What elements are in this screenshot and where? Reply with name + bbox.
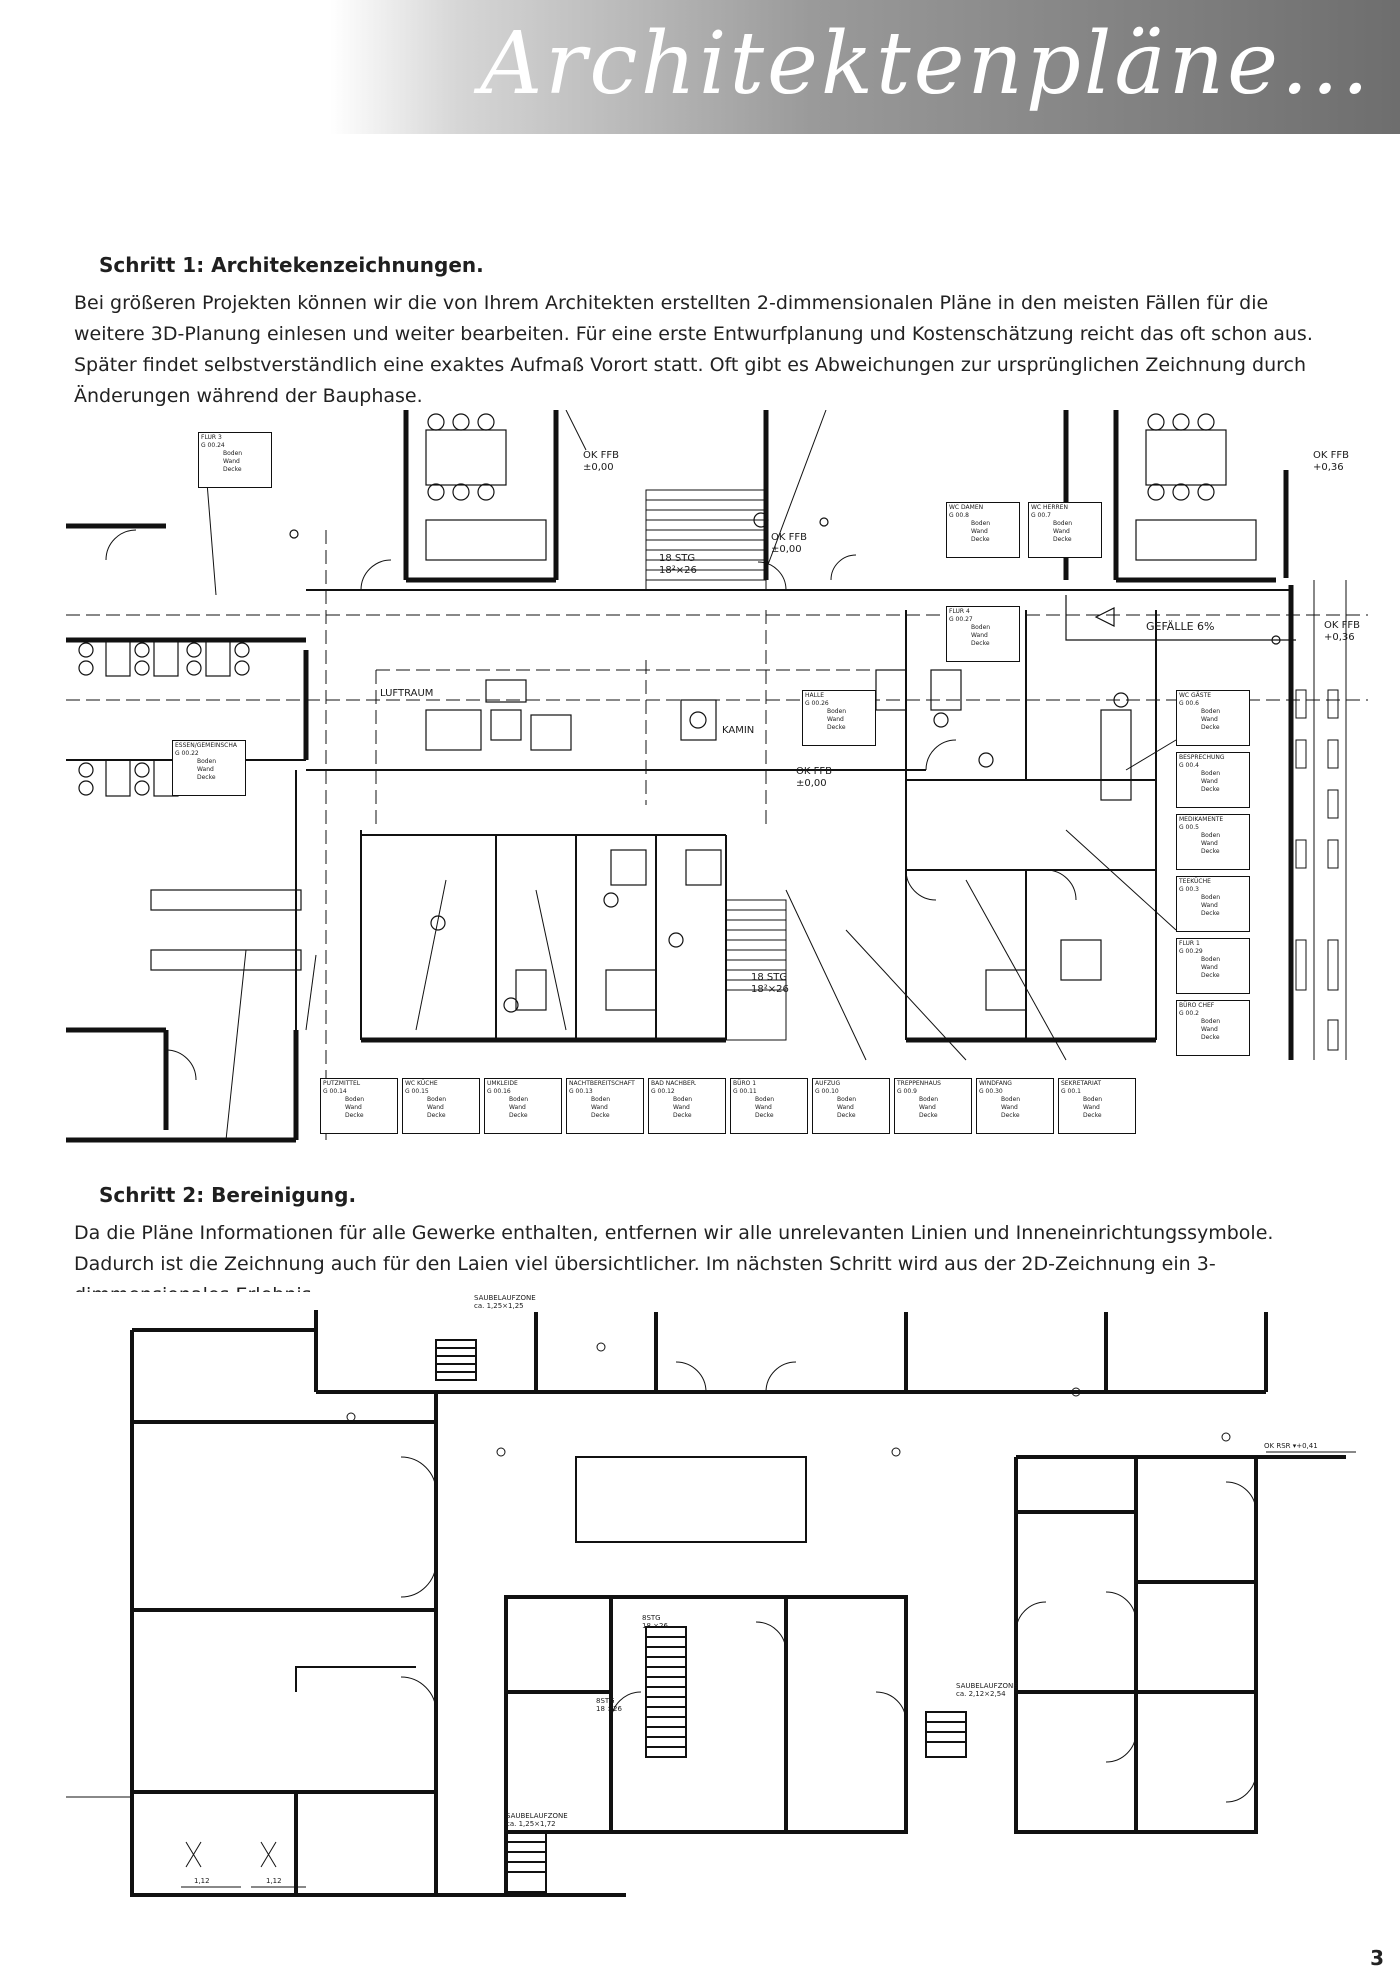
- room-code: G 00.6: [1179, 700, 1199, 707]
- dimension-label: 1,12: [266, 1877, 282, 1885]
- room-label-box: [730, 1078, 808, 1134]
- room-row-label: Boden: [197, 758, 217, 765]
- step2-heading: Schritt 2: Bereinigung.: [99, 1183, 357, 1207]
- page-title: Architektenpläne...: [480, 14, 1372, 114]
- room-row-label: Decke: [971, 536, 990, 543]
- room-label-box: [1176, 690, 1250, 746]
- room-row-label: Boden: [837, 1096, 857, 1103]
- room-row-label: Boden: [1083, 1096, 1103, 1103]
- room-label-box: [946, 606, 1020, 662]
- level-marker: OK RSR ▾+0,41: [1264, 1442, 1318, 1450]
- room-label-box: [320, 1078, 398, 1134]
- room-label-box: [1176, 1000, 1250, 1056]
- room-row-label: Boden: [1201, 770, 1221, 777]
- room-row-label: Boden: [223, 450, 243, 457]
- room-code: G 00.7: [1031, 512, 1051, 519]
- room-row-label: Decke: [591, 1112, 610, 1119]
- room-row-label: Boden: [1201, 956, 1221, 963]
- level-marker: OK FFB ±0,00: [583, 450, 619, 473]
- room-row-label: Decke: [1001, 1112, 1020, 1119]
- level-marker: OK FFB ±0,00: [796, 766, 832, 789]
- room-row-label: Wand: [1201, 778, 1218, 785]
- room-schedule-bottom: [320, 1078, 1200, 1136]
- room-label-box: [648, 1078, 726, 1134]
- room-label-box: [1058, 1078, 1136, 1134]
- room-name: SEKRETARIAT: [1061, 1080, 1102, 1087]
- room-label-box: [1176, 876, 1250, 932]
- room-code: G 00.16: [487, 1088, 511, 1095]
- room-row-label: Decke: [971, 640, 990, 647]
- room-row-label: Decke: [345, 1112, 364, 1119]
- room-row-label: Decke: [1201, 972, 1220, 979]
- room-row-label: Boden: [591, 1096, 611, 1103]
- room-label-box: [802, 690, 876, 746]
- room-row-label: Wand: [1201, 964, 1218, 971]
- room-label-box: [402, 1078, 480, 1134]
- room-name: HALLE: [805, 692, 825, 699]
- level-marker: OK FFB ±0,00: [771, 532, 807, 555]
- room-row-label: Decke: [1053, 536, 1072, 543]
- room-label-box: [1176, 752, 1250, 808]
- room-label-box: [1028, 502, 1102, 558]
- room-row-label: Boden: [1201, 708, 1221, 715]
- architect-floor-plan: [66, 410, 1368, 1146]
- room-row-label: Decke: [1201, 848, 1220, 855]
- room-code: G 00.24: [201, 442, 225, 449]
- room-row-label: Decke: [919, 1112, 938, 1119]
- dimension-label: 1,12: [194, 1877, 210, 1885]
- room-name: MEDIKAMENTE: [1179, 816, 1224, 823]
- room-row-label: Wand: [345, 1104, 362, 1111]
- room-row-label: Boden: [673, 1096, 693, 1103]
- room-row-label: Boden: [1053, 520, 1073, 527]
- room-row-label: Wand: [509, 1104, 526, 1111]
- room-name: NACHTBEREITSCHAFT: [569, 1080, 635, 1087]
- room-name: UMKLEIDE: [487, 1080, 518, 1087]
- room-name: WC KÜCHE: [405, 1080, 438, 1087]
- room-code: G 00.9: [897, 1088, 917, 1095]
- room-row-label: Wand: [755, 1104, 772, 1111]
- room-row-label: Boden: [971, 624, 991, 631]
- room-label-box: [484, 1078, 562, 1134]
- room-name: FLUR 4: [949, 608, 970, 615]
- room-row-label: Decke: [1201, 724, 1220, 731]
- room-code: G 00.13: [569, 1088, 593, 1095]
- room-row-label: Decke: [1201, 786, 1220, 793]
- slope-label: GEFÄLLE 6%: [1146, 620, 1215, 633]
- room-row-label: Boden: [971, 520, 991, 527]
- room-row-label: Wand: [919, 1104, 936, 1111]
- room-row-label: Decke: [1201, 1034, 1220, 1041]
- room-name: TREPPENHAUS: [897, 1080, 941, 1087]
- zone-label: SAUBELAUFZONE ca. 1,25×1,25: [474, 1294, 536, 1310]
- room-name: WC HERREN: [1031, 504, 1068, 511]
- room-row-label: Decke: [755, 1112, 774, 1119]
- room-label-box: [812, 1078, 890, 1134]
- step1-paragraph: Bei größeren Projekten können wir die von Ihrem Architekten erstellten 2-dimmensionalen Pläne in den meisten Fällen für die weitere 3D-Planung einlesen und weiter bearbeiten. Für eine erste Entwurfplanung und Kostenschätzung reicht das oft schon aus. Später findet selbstverständlich eine exaktes Aufmaß Vorort statt. Oft gibt es Abweichungen zur ursprünglichen Zeichnung durch Änderungen während der Bauphase.: [74, 292, 1313, 407]
- room-row-label: Wand: [1001, 1104, 1018, 1111]
- stairs-label: 18 STG 18²×26: [751, 972, 789, 995]
- room-row-label: Boden: [345, 1096, 365, 1103]
- room-code: G 00.5: [1179, 824, 1199, 831]
- room-code: G 00.22: [175, 750, 199, 757]
- zone-label: SAUBELAUFZONE ca. 2,12×2,54: [956, 1682, 1018, 1698]
- room-name: BÜRO 1: [733, 1080, 757, 1087]
- room-code: G 00.14: [323, 1088, 347, 1095]
- room-schedule-right: [1176, 690, 1250, 1070]
- room-row-label: Boden: [427, 1096, 447, 1103]
- room-row-label: Wand: [673, 1104, 690, 1111]
- header-banner: [330, 0, 1400, 134]
- room-row-label: Boden: [1201, 832, 1221, 839]
- room-label-box: [976, 1078, 1054, 1134]
- room-row-label: Wand: [1201, 1026, 1218, 1033]
- room-row-label: Wand: [591, 1104, 608, 1111]
- room-name: WINDFANG: [979, 1080, 1012, 1087]
- stairs-label: 8STG 18 ×26: [642, 1614, 668, 1630]
- room-name: FLUR 3: [201, 434, 222, 441]
- room-row-label: Decke: [1201, 910, 1220, 917]
- room-row-label: Decke: [509, 1112, 528, 1119]
- room-label-luftraum: LUFTRAUM: [380, 688, 434, 699]
- room-row-label: Wand: [1083, 1104, 1100, 1111]
- room-row-label: Wand: [1053, 528, 1070, 535]
- room-row-label: Wand: [971, 528, 988, 535]
- room-code: G 00.11: [733, 1088, 757, 1095]
- room-row-label: Boden: [827, 708, 847, 715]
- level-marker: OK FFB +0,36: [1313, 450, 1349, 473]
- room-label-box: [1176, 814, 1250, 870]
- room-code: G 00.30: [979, 1088, 1003, 1095]
- room-row-label: Decke: [673, 1112, 692, 1119]
- room-code: G 00.8: [949, 512, 969, 519]
- room-row-label: Decke: [1083, 1112, 1102, 1119]
- room-row-label: Wand: [1201, 716, 1218, 723]
- cleaned-floor-plan: [66, 1292, 1368, 1910]
- stairs-label: 8STG 18 ×26: [596, 1697, 622, 1713]
- room-row-label: Boden: [755, 1096, 775, 1103]
- page-number: 3: [1370, 1946, 1384, 1970]
- room-code: G 00.15: [405, 1088, 429, 1095]
- room-row-label: Boden: [1201, 1018, 1221, 1025]
- room-name: TEEKÜCHE: [1179, 878, 1211, 885]
- room-row-label: Wand: [1201, 902, 1218, 909]
- room-row-label: Decke: [837, 1112, 856, 1119]
- room-name: BÜRO CHEF: [1179, 1002, 1215, 1009]
- room-row-label: Wand: [971, 632, 988, 639]
- room-label-box: [894, 1078, 972, 1134]
- stairs-label: 18 STG 18²×26: [659, 553, 697, 576]
- room-name: ESSEN/GEMEINSCHA: [175, 742, 237, 749]
- room-code: G 00.3: [1179, 886, 1199, 893]
- room-row-label: Wand: [837, 1104, 854, 1111]
- room-row-label: Decke: [223, 466, 242, 473]
- room-row-label: Wand: [827, 716, 844, 723]
- room-row-label: Wand: [1201, 840, 1218, 847]
- room-label-kamin: KAMIN: [722, 725, 755, 736]
- room-label-box: [1176, 938, 1250, 994]
- step1-heading: Schritt 1: Architekenzeichnungen.: [99, 253, 484, 277]
- room-code: G 00.2: [1179, 1010, 1199, 1017]
- room-row-label: Wand: [223, 458, 240, 465]
- room-code: G 00.4: [1179, 762, 1199, 769]
- room-row-label: Boden: [1201, 894, 1221, 901]
- room-name: WC GÄSTE: [1179, 692, 1212, 699]
- room-code: G 00.12: [651, 1088, 675, 1095]
- room-row-label: Decke: [197, 774, 216, 781]
- room-name: WC DAMEN: [949, 504, 984, 511]
- room-label-box: [566, 1078, 644, 1134]
- room-row-label: Decke: [427, 1112, 446, 1119]
- room-code: G 00.1: [1061, 1088, 1081, 1095]
- room-row-label: Boden: [509, 1096, 529, 1103]
- room-label-box: [172, 740, 246, 796]
- room-code: G 00.10: [815, 1088, 839, 1095]
- room-row-label: Decke: [827, 724, 846, 731]
- room-name: BAD NACHBER.: [651, 1080, 697, 1087]
- room-name: FLUR 1: [1179, 940, 1200, 947]
- room-code: G 00.26: [805, 700, 829, 707]
- room-name: AUFZUG: [815, 1080, 841, 1087]
- room-name: PUTZMITTEL: [323, 1080, 361, 1087]
- room-row-label: Wand: [197, 766, 214, 773]
- room-label-box: [946, 502, 1020, 558]
- room-row-label: Boden: [919, 1096, 939, 1103]
- room-row-label: Wand: [427, 1104, 444, 1111]
- room-name: BESPRECHUNG: [1179, 754, 1225, 761]
- zone-label: SAUBELAUFZONE ca. 1,25×1,72: [506, 1812, 568, 1828]
- room-label-box: [198, 432, 272, 488]
- step2-paragraph: Da die Pläne Informationen für alle Gewerke enthalten, entfernen wir alle unrelevanten Linien und Inneneinrichtungssymbole. Dadurch ist die Zeichnung auch für den Laien viel übersichtlicher. Im nächsten Schritt wird aus der 2D-Zeichnung ein 3-: [74, 1222, 1274, 1275]
- room-row-label: Boden: [1001, 1096, 1021, 1103]
- room-code: G 00.27: [949, 616, 973, 623]
- level-marker: OK FFB +0,36: [1324, 620, 1360, 643]
- room-code: G 00.29: [1179, 948, 1203, 955]
